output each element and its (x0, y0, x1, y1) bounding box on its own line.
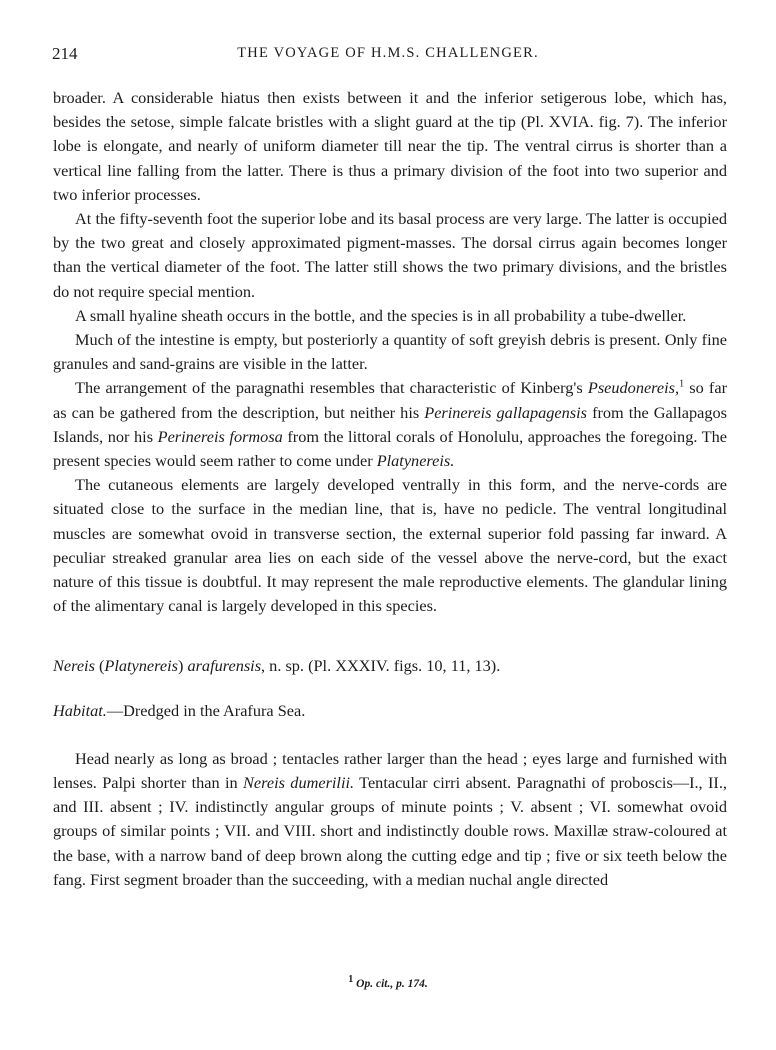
taxon-pseudonereis: Pseudonereis, (587, 378, 680, 398)
species-epithet: arafurensis (187, 656, 262, 676)
paragraph-hyaline-sheath: A small hyaline sheath occurs in the bottle, and the species is in all probability a tube-dweller. (75, 305, 687, 325)
habitat-text: —Dredged in the Arafura Sea. (106, 700, 306, 720)
paragraph-fifty-seventh-foot: At the fifty-seventh foot the superior lobe and its basal process are very large. The latter is occupied by the two great and closely approximated pigment-masses. The dorsal cirrus again becomes longer than the vertical diameter of the foot. The latter still shows the two primary divisions, and the bristles do not require special mention. (53, 209, 727, 301)
footnote-mark: 1 (348, 974, 354, 986)
paragraph-paragnathi: The arrangement of the paragnathi resembles that characteristic of Kinberg's Pseudonereis,$^1$ so far as can be gathered from the description, but neither his Perinereis gallapagensis from the Gallapagos Islands, nor his Perinereis formosa from the littoral corals of Honolulu, approaches the foregoing. The present species would seem rather to come under Platynereis. (53, 378, 727, 471)
running-title: THE VOYAGE OF H.M.S. CHALLENGER. (237, 45, 539, 61)
species-plate-reference: , n. sp. (Pl. XXXIV. figs. 10, 11, 13). (261, 656, 501, 676)
taxon-platynereis: Platynereis. (376, 451, 455, 471)
footnote-reference: 1 (679, 379, 685, 391)
body-text (53, 86, 727, 892)
paragraph-intestine: Much of the intestine is empty, but posteriorly a quantity of soft greyish debris is present. Only fine granules and sand-grains are visible in the latter. (53, 330, 727, 374)
taxon-perinereis-formosa: Perinereis formosa (157, 426, 283, 446)
taxon-nereis-dumerilii: Nereis dumerilii. (243, 773, 355, 793)
habitat-line (53, 699, 727, 723)
paragraph-cutaneous-elements: The cutaneous elements are largely developed ventrally in this form, and the nerve-cords are situated close to the surface in the median line, that is, have no pedicle. The ventral longitudinal muscles are somewhat ovoid in transverse section, the external superior fold passing far inward. A peculiar streaked granular area lies on each side of the vessel above the nerve-cord, but the exact nature of this tissue is doubtful. It may represent the male reproductive elements. The glandular lining of the alimentary canal is largely developed in this species. (53, 475, 727, 616)
species-subgenus: Platynereis (104, 656, 178, 676)
species-genus: Nereis (53, 656, 95, 676)
footnote (0, 974, 776, 990)
taxon-perinereis-gallapagensis: Perinereis gallapagensis (424, 402, 587, 422)
paragraph-continued: broader. A considerable hiatus then exists between it and the inferior setigerous lobe, which has, besides the setose, simple falcate bristles with a slight guard at the tip (Pl. XVIA. fig. 7). The inferior lobe is elongate, and nearly of uniform diameter till near the tip. The ventral cirrus is shorter than a vertical line falling from the latter. There is thus a primary division of the foot into two superior and two inferior processes. (53, 88, 727, 204)
page-number: 214 (52, 44, 78, 63)
species-heading: Nereis (Platynereis) arafurensis, n. sp. (Pl. XXXIV. figs. 10, 11, 13). (53, 656, 501, 676)
paragraph-description: Head nearly as long as broad ; tentacles rather larger than the head ; eyes large and furnished with lenses. Palpi shorter than in Nereis dumerilii. Tentacular cirri absent. Paragnathi of proboscis—I., II., and III. absent ; IV. indistinctly angular groups of minute points ; V. absent ; VI. somewhat ovoid groups of similar points ; VII. and VIII. short and indistinctly double rows. Maxillæ straw-coloured at the base, with a narrow band of deep brown along the cutting edge and tip ; five or six teeth below the fang. First segment broader than the succeeding, with a median nuchal angle directed (53, 748, 727, 889)
page-header (52, 44, 724, 68)
habitat-label: Habitat. (53, 700, 107, 720)
footnote-text: Op. cit., p. 174. (353, 978, 428, 990)
